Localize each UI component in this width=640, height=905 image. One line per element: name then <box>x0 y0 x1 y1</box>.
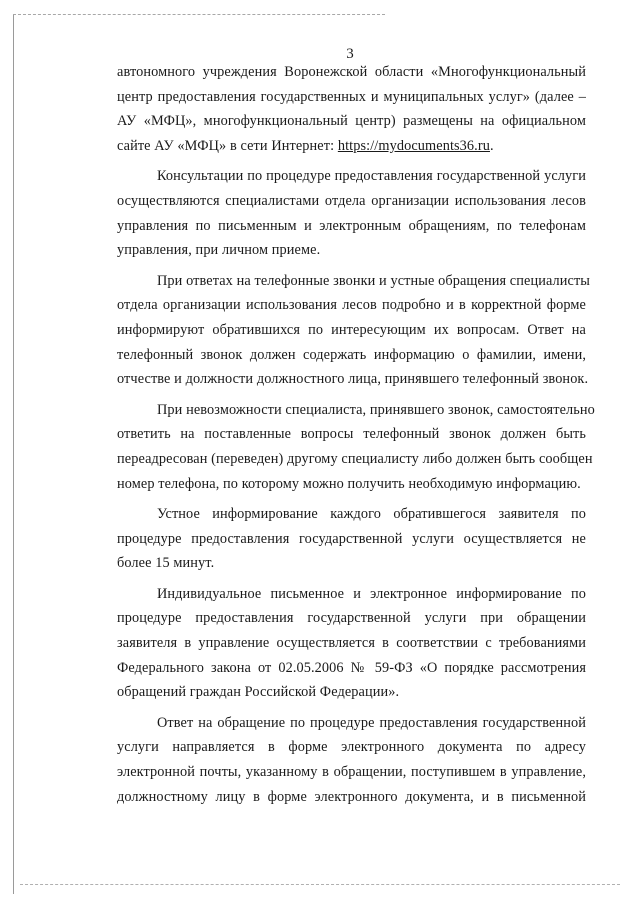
text-fragment: сайте АУ «МФЦ» в сети Интернет: <box>117 137 338 154</box>
text-line: отдела организации использования лесов подробно и в корректной форме <box>117 297 586 314</box>
text-line: процедуре предоставления государственной услуги при обращении <box>117 610 586 627</box>
text-line: обращений граждан Российской Федерации». <box>117 684 400 701</box>
text-line: Ответ на обращение по процедуре предоставления государственной <box>157 714 586 731</box>
text-line <box>117 134 586 159</box>
paragraph-response <box>117 711 586 809</box>
scan-left-edge <box>13 14 14 894</box>
text-line: При невозможности специалиста, принявшего звонок, самостоятельно <box>157 401 595 418</box>
scan-top-edge <box>13 14 385 15</box>
text-line: осуществляются специалистами отдела организации использования лесов <box>117 192 586 209</box>
text-line: телефонный звонок должен содержать информацию о фамилии, имени, <box>117 346 586 363</box>
paragraph-oral-info <box>117 502 586 576</box>
text-line: При ответах на телефонные звонки и устные обращения специалисты <box>157 272 591 289</box>
paragraph-consultations <box>117 164 586 262</box>
scan-bottom-edge <box>20 884 620 885</box>
text-line: услуги направляется в форме электронного документа по адресу <box>117 739 586 756</box>
text-line: более 15 минут. <box>117 555 215 572</box>
paragraph-written-info <box>117 582 586 705</box>
text-line: переадресован (переведен) другому специалисту либо должен быть сообщен <box>117 450 593 467</box>
text-line: АУ «МФЦ», многофункциональный центр) размещены на официальном <box>117 113 586 130</box>
text-fragment: . <box>489 137 494 154</box>
text-line: Федерального закона от 02.05.2006 № 59-ФЗ «О порядке рассмотрения <box>117 659 586 676</box>
document-body <box>117 60 595 809</box>
text-line: Индивидуальное письменное и электронное информирование по <box>157 585 586 602</box>
text-line: информируют обратившихся по интересующим их вопросам. Ответ на <box>117 321 586 338</box>
text-line: Устное информирование каждого обратившегося заявителя по <box>157 506 586 523</box>
text-line: номер телефона, по которому можно получить необходимую информацию. <box>117 475 581 492</box>
paragraph-phone-calls <box>117 269 591 392</box>
text-line: должностному лицу в форме электронного документа, и в письменной <box>117 788 586 805</box>
page-number: 3 <box>346 46 354 62</box>
text-line: отчестве и должности должностного лица, принявшего телефонный звонок. <box>117 371 589 388</box>
text-line: центр предоставления государственных и муниципальных услуг» (далее – <box>117 88 586 105</box>
text-line: заявителя в управление осуществляется в соответствии с требованиями <box>117 635 586 652</box>
text-line: Консультации по процедуре предоставления государственной услуги <box>157 168 586 185</box>
text-line: ответить на поставленные вопросы телефонный звонок должен быть <box>117 426 586 443</box>
paragraph-mfc-info <box>117 60 586 158</box>
text-line: электронной почты, указанному в обращении, поступившем в управление, <box>117 764 586 781</box>
paragraph-redirect <box>117 398 595 496</box>
text-line: управления, при личном приеме. <box>117 242 321 259</box>
website-link[interactable]: https://mydocuments36.ru <box>337 137 490 154</box>
text-line: автономного учреждения Воронежской области «Многофункциональный <box>117 64 586 80</box>
text-line: управления по письменным и электронным обращениям, по телефонам <box>117 217 586 234</box>
text-line: процедуре предоставления государственной услуги осуществляется не <box>117 530 586 547</box>
